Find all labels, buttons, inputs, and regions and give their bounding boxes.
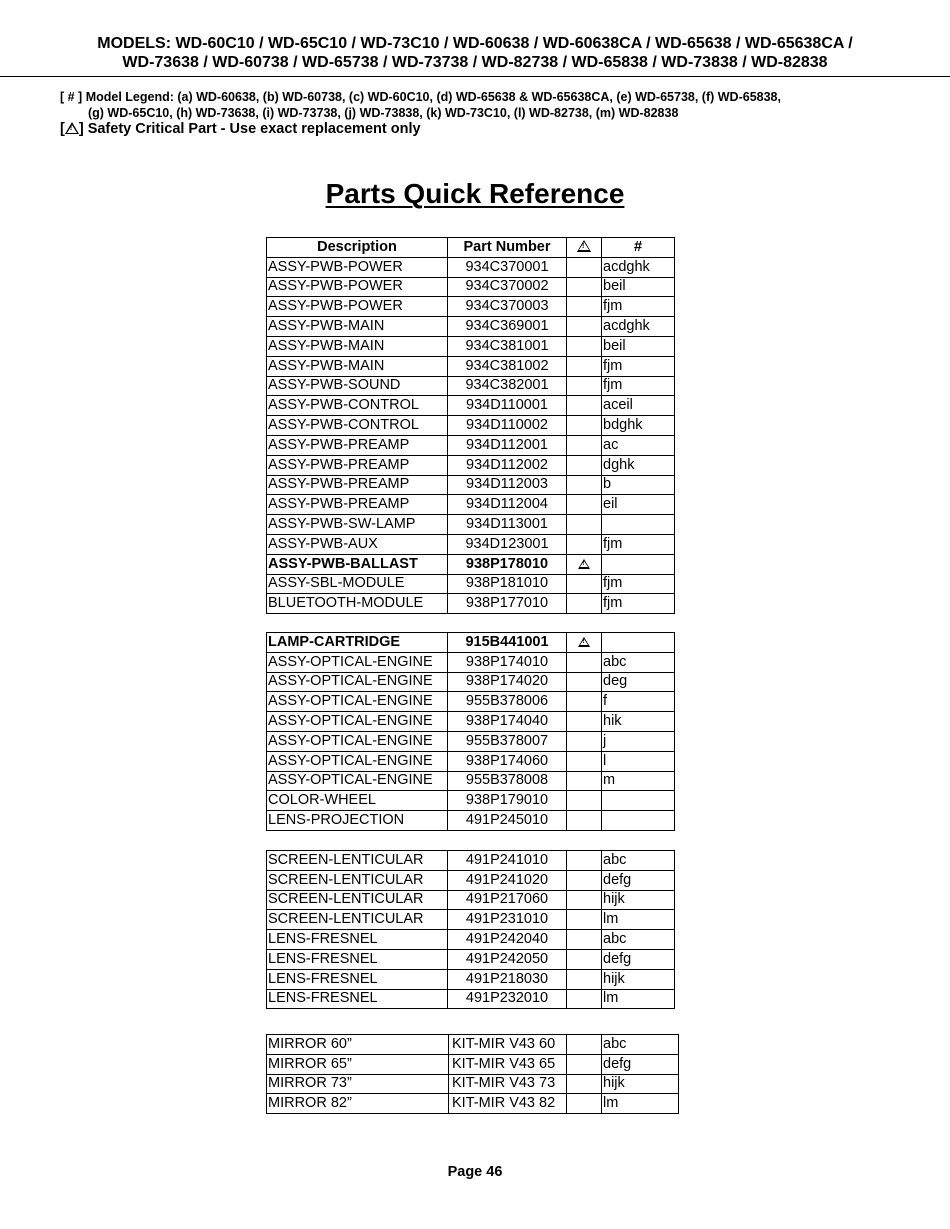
model-legend-line-2: (g) WD-65C10, (h) WD-73638, (i) WD-73738, (j) WD-73838, (k) WD-73C10, (l) WD-82738, (m) WD-82838 (88, 106, 679, 120)
model-codes: acdghk (602, 257, 675, 277)
model-codes: fjm (602, 376, 675, 396)
part-description: LENS-FRESNEL (267, 949, 448, 969)
part-description: ASSY-OPTICAL-ENGINE (267, 712, 448, 732)
safety-cell (567, 297, 602, 317)
part-description: LENS-PROJECTION (267, 811, 448, 831)
safety-cell (567, 317, 602, 337)
model-codes: fjm (602, 594, 675, 614)
model-codes: defg (602, 870, 675, 890)
table-row (267, 336, 675, 356)
part-number: 934C370001 (448, 257, 567, 277)
model-codes: l (602, 751, 675, 771)
part-number: 938P174060 (448, 751, 567, 771)
part-number: 934D110001 (448, 396, 567, 416)
safety-cell (567, 712, 602, 732)
part-number: 938P181010 (448, 574, 567, 594)
part-description: MIRROR 60” (267, 1035, 449, 1055)
safety-cell (567, 1094, 602, 1114)
part-number: KIT-MIR V43 73 (449, 1074, 567, 1094)
safety-cell (567, 692, 602, 712)
safety-cell (567, 1074, 602, 1094)
part-description: ASSY-PWB-SOUND (267, 376, 448, 396)
part-number: 915B441001 (448, 633, 567, 653)
part-number: 934D112004 (448, 495, 567, 515)
model-legend-line-1: [ # ] Model Legend: (a) WD-60638, (b) WD-60738, (c) WD-60C10, (d) WD-65638 & WD-65638CA, (e) WD-65738, (f) WD-65838, (60, 90, 781, 104)
model-codes: defg (602, 949, 675, 969)
part-description: SCREEN-LENTICULAR (267, 851, 448, 871)
safety-cell (567, 455, 602, 475)
table-row (267, 495, 675, 515)
model-codes (602, 811, 675, 831)
part-number: 491P241020 (448, 870, 567, 890)
part-number: 934D110002 (448, 416, 567, 436)
table-row (267, 751, 675, 771)
safety-cell (567, 731, 602, 751)
safety-cell (567, 356, 602, 376)
safety-cell (567, 534, 602, 554)
safety-warning-icon (578, 637, 590, 647)
table-row (267, 771, 675, 791)
model-codes: fjm (602, 574, 675, 594)
safety-cell (567, 396, 602, 416)
part-number: 934D113001 (448, 515, 567, 535)
part-description: ASSY-PWB-CONTROL (267, 396, 448, 416)
part-description: LENS-FRESNEL (267, 930, 448, 950)
part-description: ASSY-PWB-POWER (267, 297, 448, 317)
table-row (267, 712, 675, 732)
part-number: 934D123001 (448, 534, 567, 554)
table-row (267, 554, 675, 574)
part-description: ASSY-PWB-AUX (267, 534, 448, 554)
safety-cell (567, 495, 602, 515)
model-codes: deg (602, 672, 675, 692)
part-number: 491P241010 (448, 851, 567, 871)
part-number: 938P174020 (448, 672, 567, 692)
table-row (267, 376, 675, 396)
table-row (267, 969, 675, 989)
safety-cell (567, 890, 602, 910)
part-number: 491P242050 (448, 949, 567, 969)
table-row (267, 297, 675, 317)
safety-cell (567, 652, 602, 672)
part-description: ASSY-PWB-PREAMP (267, 455, 448, 475)
part-description: ASSY-OPTICAL-ENGINE (267, 672, 448, 692)
part-description: ASSY-OPTICAL-ENGINE (267, 652, 448, 672)
table-row (267, 1054, 679, 1074)
model-codes: hik (602, 712, 675, 732)
safety-note-text: ] Safety Critical Part - Use exact replacement only (78, 121, 421, 137)
table-row (267, 1094, 679, 1114)
model-codes: abc (602, 1035, 679, 1055)
part-number: 934C370002 (448, 277, 567, 297)
safety-cell (567, 969, 602, 989)
table-row (267, 652, 675, 672)
part-description: ASSY-PWB-MAIN (267, 317, 448, 337)
model-codes: hijk (602, 890, 675, 910)
safety-cell (567, 633, 602, 653)
model-codes: aceil (602, 396, 675, 416)
safety-cell (567, 930, 602, 950)
model-codes: hijk (602, 1074, 679, 1094)
column-header-safety (567, 238, 602, 258)
part-number: 491P242040 (448, 930, 567, 950)
model-codes: beil (602, 277, 675, 297)
safety-critical-note (60, 121, 421, 138)
part-description: LENS-FRESNEL (267, 989, 448, 1009)
model-codes: lm (602, 989, 675, 1009)
part-description: ASSY-PWB-MAIN (267, 336, 448, 356)
model-codes: lm (602, 910, 675, 930)
part-number: 934C381001 (448, 336, 567, 356)
part-number: 491P231010 (448, 910, 567, 930)
safety-cell (567, 594, 602, 614)
part-description: ASSY-PWB-PREAMP (267, 495, 448, 515)
models-header (0, 34, 950, 72)
model-codes: fjm (602, 534, 675, 554)
table-row (267, 930, 675, 950)
safety-cell (567, 515, 602, 535)
part-description: ASSY-OPTICAL-ENGINE (267, 731, 448, 751)
table-row (267, 594, 675, 614)
model-codes (602, 515, 675, 535)
safety-cell (567, 376, 602, 396)
safety-cell (567, 989, 602, 1009)
part-description: ASSY-PWB-CONTROL (267, 416, 448, 436)
part-number: 938P174040 (448, 712, 567, 732)
model-codes: m (602, 771, 675, 791)
table-header-row (267, 238, 675, 258)
table-row (267, 851, 675, 871)
model-codes: defg (602, 1054, 679, 1074)
part-number: 938P179010 (448, 791, 567, 811)
table-row (267, 890, 675, 910)
model-codes (602, 554, 675, 574)
part-number: 491P218030 (448, 969, 567, 989)
safety-cell (567, 851, 602, 871)
model-codes: beil (602, 336, 675, 356)
model-codes: hijk (602, 969, 675, 989)
part-description: MIRROR 73” (267, 1074, 449, 1094)
column-header-description: Description (267, 238, 448, 258)
part-description: LENS-FRESNEL (267, 969, 448, 989)
part-number: KIT-MIR V43 82 (449, 1094, 567, 1114)
table-row (267, 574, 675, 594)
part-number: 955B378006 (448, 692, 567, 712)
safety-cell (567, 257, 602, 277)
safety-cell (567, 554, 602, 574)
safety-cell (567, 1035, 602, 1055)
safety-cell (567, 751, 602, 771)
part-description: SCREEN-LENTICULAR (267, 910, 448, 930)
part-number: 934D112003 (448, 475, 567, 495)
models-line-2: WD-73638 / WD-60738 / WD-65738 / WD-73738 / WD-82738 / WD-65838 / WD-73838 / WD-82838 (122, 54, 828, 71)
part-number: KIT-MIR V43 60 (449, 1035, 567, 1055)
part-number: 938P177010 (448, 594, 567, 614)
table-row (267, 396, 675, 416)
table-row (267, 989, 675, 1009)
safety-cell (567, 336, 602, 356)
model-codes: fjm (602, 356, 675, 376)
safety-cell (567, 672, 602, 692)
part-number: 934C369001 (448, 317, 567, 337)
part-number: 491P245010 (448, 811, 567, 831)
table-row (267, 731, 675, 751)
part-description: ASSY-OPTICAL-ENGINE (267, 771, 448, 791)
table-row (267, 1074, 679, 1094)
part-description: BLUETOOTH-MODULE (267, 594, 448, 614)
model-codes: acdghk (602, 317, 675, 337)
column-header-part-number: Part Number (448, 238, 567, 258)
safety-cell (567, 1054, 602, 1074)
safety-bracket-open: [ (60, 121, 65, 137)
part-description: ASSY-SBL-MODULE (267, 574, 448, 594)
part-description: SCREEN-LENTICULAR (267, 890, 448, 910)
part-description: ASSY-PWB-POWER (267, 257, 448, 277)
part-description: ASSY-PWB-BALLAST (267, 554, 448, 574)
part-description: ASSY-PWB-SW-LAMP (267, 515, 448, 535)
part-number: 934C382001 (448, 376, 567, 396)
part-description: ASSY-PWB-PREAMP (267, 475, 448, 495)
table-row (267, 633, 675, 653)
part-description: ASSY-PWB-MAIN (267, 356, 448, 376)
part-description: MIRROR 82” (267, 1094, 449, 1114)
model-codes: fjm (602, 297, 675, 317)
model-codes: bdghk (602, 416, 675, 436)
part-number: 934D112001 (448, 435, 567, 455)
page-title: Parts Quick Reference (325, 178, 625, 209)
table-row (267, 910, 675, 930)
part-number: 934C381002 (448, 356, 567, 376)
safety-warning-icon (577, 240, 591, 252)
part-description: ASSY-PWB-PREAMP (267, 435, 448, 455)
safety-cell (567, 435, 602, 455)
model-codes: j (602, 731, 675, 751)
safety-cell (567, 771, 602, 791)
part-description: ASSY-OPTICAL-ENGINE (267, 751, 448, 771)
table-row (267, 870, 675, 890)
table-row (267, 435, 675, 455)
part-description: LAMP-CARTRIDGE (267, 633, 448, 653)
safety-warning-icon (578, 559, 590, 569)
part-description: MIRROR 65” (267, 1054, 449, 1074)
model-codes: b (602, 475, 675, 495)
safety-cell (567, 791, 602, 811)
part-description: ASSY-PWB-POWER (267, 277, 448, 297)
table-row (267, 811, 675, 831)
safety-cell (567, 277, 602, 297)
model-codes: eil (602, 495, 675, 515)
table-row (267, 949, 675, 969)
safety-cell (567, 811, 602, 831)
table-row (267, 534, 675, 554)
part-number: 955B378008 (448, 771, 567, 791)
table-row (267, 672, 675, 692)
part-description: COLOR-WHEEL (267, 791, 448, 811)
part-number: 934C370003 (448, 297, 567, 317)
safety-cell (567, 910, 602, 930)
table-row (267, 692, 675, 712)
table-row (267, 475, 675, 495)
model-codes: dghk (602, 455, 675, 475)
column-header-models: # (602, 238, 675, 258)
part-number: 934D112002 (448, 455, 567, 475)
header-divider (0, 76, 950, 77)
part-description: ASSY-OPTICAL-ENGINE (267, 692, 448, 712)
model-codes: abc (602, 851, 675, 871)
parts-table-screens (266, 850, 675, 1009)
table-row (267, 791, 675, 811)
safety-cell (567, 475, 602, 495)
table-row (267, 317, 675, 337)
table-row (267, 257, 675, 277)
part-number: 955B378007 (448, 731, 567, 751)
table-row (267, 356, 675, 376)
model-codes (602, 791, 675, 811)
part-number: 491P232010 (448, 989, 567, 1009)
part-number: KIT-MIR V43 65 (449, 1054, 567, 1074)
safety-warning-icon (65, 122, 79, 134)
table-row (267, 515, 675, 535)
safety-cell (567, 416, 602, 436)
model-codes: abc (602, 652, 675, 672)
table-row (267, 416, 675, 436)
page-number: Page 46 (447, 1164, 503, 1180)
part-description: SCREEN-LENTICULAR (267, 870, 448, 890)
parts-table-optics (266, 632, 675, 831)
model-legend (60, 89, 920, 121)
model-codes (602, 633, 675, 653)
table-row (267, 1035, 679, 1055)
safety-cell (567, 949, 602, 969)
table-row (267, 455, 675, 475)
model-codes: lm (602, 1094, 679, 1114)
model-codes: f (602, 692, 675, 712)
part-number: 938P174010 (448, 652, 567, 672)
part-number: 491P217060 (448, 890, 567, 910)
safety-cell (567, 870, 602, 890)
safety-cell (567, 574, 602, 594)
parts-table-boards (266, 237, 675, 614)
model-codes: abc (602, 930, 675, 950)
part-number: 938P178010 (448, 554, 567, 574)
models-line-1: MODELS: WD-60C10 / WD-65C10 / WD-73C10 / WD-60638 / WD-60638CA / WD-65638 / WD-65638CA / (97, 35, 853, 52)
model-codes: ac (602, 435, 675, 455)
parts-table-mirrors (266, 1034, 679, 1114)
table-row (267, 277, 675, 297)
